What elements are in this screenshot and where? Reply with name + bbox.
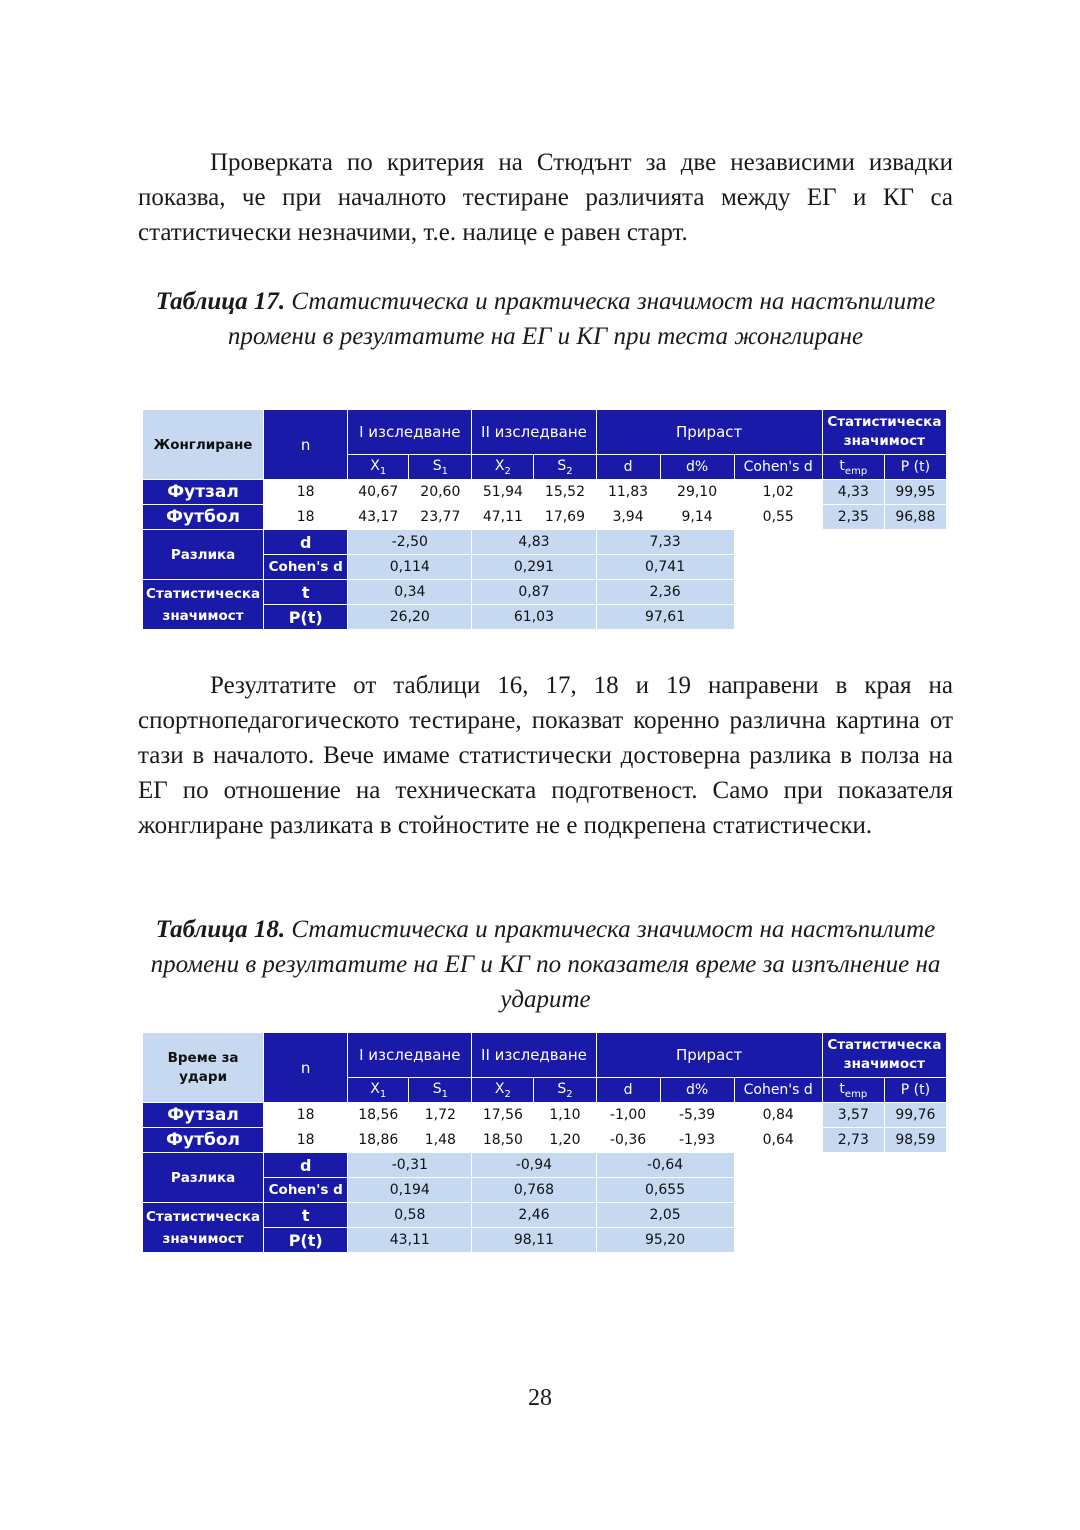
cell-p: 96,88 [884,505,946,530]
table18-significance-header: Статистическа значимост [822,1033,946,1078]
table18-s2-header: $S_2$ [534,1078,596,1103]
cell-cohen: 0,64 [734,1128,822,1153]
cell-t: 2,35 [822,505,884,530]
cell-x2: 47,11 [472,505,534,530]
cell-diff-cohen: 0,291 [472,555,596,580]
cell-s2: 15,52 [534,480,596,505]
cell-diff: -2,50 [348,530,472,555]
empty-cell [734,1203,946,1228]
paragraph-intro: Проверката по критерия на Стюдънт за две независими извадки показва, че при началното тестиране различията между ЕГ и КГ са статистически незначими, т.е. налице е равен старт. [138,149,953,246]
empty-cell [734,530,946,555]
diff-cohen-label: Cohen's d [264,1178,348,1203]
cell-diff: 4,83 [472,530,596,555]
cell-p: 99,95 [884,480,946,505]
table18-d-header: d [596,1078,660,1103]
table-row [143,530,947,555]
cell-t: 2,73 [822,1128,884,1153]
table18-n-header: n [264,1033,348,1103]
table-row [143,480,947,505]
cell-n: 18 [264,480,348,505]
table-row [143,580,947,605]
row-label-football: Футбол [143,505,264,530]
table18-caption-number: Таблица 18. [155,916,286,943]
table-row [143,1128,947,1153]
cell-diff-cohen: 0,768 [472,1178,596,1203]
table18-x2-header: $X_2$ [472,1078,534,1103]
paragraph-results: Резултатите от таблици 16, 17, 18 и 19 направени в края на спортнопедагогическото тестиране, показват коренно различна картина от тази в началото. Вече имаме статистически достоверна разлика в полза на ЕГ по отношение на техническата подготвеност. Само при показателя жонглиране разликата в стойностите не е подкрепена статистически. [138,672,953,839]
diff-group-label: Разлика [143,1153,264,1203]
table17-first-study-header: I изследване [348,410,472,455]
empty-cell [734,580,946,605]
cell-cohen: 0,55 [734,505,822,530]
diff-cohen-label: Cohen's d [264,555,348,580]
cell-x1: 18,86 [348,1128,409,1153]
cell-diff: -0,31 [348,1153,472,1178]
empty-cell [734,1153,946,1178]
page-number: 28 [528,1385,552,1411]
row-label-futsal: Футзал [143,1103,264,1128]
cell-sig-p: 97,61 [596,605,734,630]
cell-sig-p: 61,03 [472,605,596,630]
cell-sig-t: 2,05 [596,1203,734,1228]
cell-diff-cohen: 0,655 [596,1178,734,1203]
row-label-football: Футбол [143,1128,264,1153]
cell-sig-t: 2,36 [596,580,734,605]
table18-x1-header: $X_1$ [348,1078,409,1103]
table17-t-header: $t_{emp}$ [822,455,884,480]
sig-p-label: P(t) [264,605,348,630]
cell-x1: 40,67 [348,480,409,505]
sig-t-label: t [264,580,348,605]
table-row [143,605,947,630]
significance-group-label: Статистическа значимост [143,1203,264,1253]
table-row [143,1203,947,1228]
cell-dpct: -5,39 [660,1103,734,1128]
cell-diff: 7,33 [596,530,734,555]
table-row [143,1103,947,1128]
cell-s1: 1,72 [409,1103,472,1128]
table18-gain-header: Прираст [596,1033,822,1078]
table18-dpct-header: d% [660,1078,734,1103]
cell-p: 98,59 [884,1128,946,1153]
table18-first-study-header: I изследване [348,1033,472,1078]
table17-caption-text: Статистическа и практическа значимост на настъпилите промени в резултатите на ЕГ и КГ при теста жонглиране [227,288,936,350]
sig-p-label: P(t) [264,1228,348,1253]
table17-p-header: P (t) [884,455,946,480]
empty-cell [734,555,946,580]
table17-s2-header: $S_2$ [534,455,596,480]
table17-d-header: d [596,455,660,480]
cell-sig-p: 26,20 [348,605,472,630]
table17-gain-header: Прираст [596,410,822,455]
row-label-futsal: Футзал [143,480,264,505]
empty-cell [734,1228,946,1253]
cell-x2: 51,94 [472,480,534,505]
table17-dpct-header: d% [660,455,734,480]
cell-diff: -0,64 [596,1153,734,1178]
table18-s1-header: $S_1$ [409,1078,472,1103]
table-row [143,1228,947,1253]
cell-n: 18 [264,505,348,530]
cell-s1: 23,77 [409,505,472,530]
cell-sig-t: 2,46 [472,1203,596,1228]
cell-dpct: 9,14 [660,505,734,530]
table17-s1-header: $S_1$ [409,455,472,480]
table17-caption-number: Таблица 17. [155,288,286,315]
cell-dpct: -1,93 [660,1128,734,1153]
cell-p: 99,76 [884,1103,946,1128]
cell-s1: 20,60 [409,480,472,505]
table-row [143,555,947,580]
table18-t-header: $t_{emp}$ [822,1078,884,1103]
cell-x1: 43,17 [348,505,409,530]
table17-second-study-header: II изследване [472,410,596,455]
table18-caption-text: Статистическа и практическа значимост на настъпилите промени в резултатите на ЕГ и КГ по показателя време за изпълнение на ударите [150,916,941,1013]
cell-x2: 18,50 [472,1128,534,1153]
cell-t: 3,57 [822,1103,884,1128]
table17-cohen-header: Cohen's d [734,455,822,480]
table18-p-header: P (t) [884,1078,946,1103]
cell-d: 3,94 [596,505,660,530]
table18 [142,1032,947,1253]
table18-second-study-header: II изследване [472,1033,596,1078]
cell-s2: 1,10 [534,1103,596,1128]
table17-corner-header: Жонглиране [143,410,264,480]
cell-sig-t: 0,58 [348,1203,472,1228]
cell-n: 18 [264,1103,348,1128]
diff-d-label: d [264,530,348,555]
cell-s2: 17,69 [534,505,596,530]
table18-caption [138,912,953,1017]
cell-diff-cohen: 0,741 [596,555,734,580]
table18-cohen-header: Cohen's d [734,1078,822,1103]
cell-sig-p: 98,11 [472,1228,596,1253]
cell-n: 18 [264,1128,348,1153]
empty-cell [734,1178,946,1203]
table-row [143,1153,947,1178]
table17-n-header: n [264,410,348,480]
cell-t: 4,33 [822,480,884,505]
empty-cell [734,605,946,630]
table-row [143,1178,947,1203]
cell-x1: 18,56 [348,1103,409,1128]
table-row [143,505,947,530]
cell-sig-t: 0,34 [348,580,472,605]
table17-x2-header: $X_2$ [472,455,534,480]
table17-significance-header: Статистическа значимост [822,410,946,455]
significance-group-label: Статистическа значимост [143,580,264,630]
cell-cohen: 0,84 [734,1103,822,1128]
diff-d-label: d [264,1153,348,1178]
table17 [142,409,947,630]
cell-sig-p: 95,20 [596,1228,734,1253]
sig-t-label: t [264,1203,348,1228]
cell-sig-t: 0,87 [472,580,596,605]
cell-sig-p: 43,11 [348,1228,472,1253]
cell-dpct: 29,10 [660,480,734,505]
table17-caption [138,284,953,354]
cell-cohen: 1,02 [734,480,822,505]
cell-d: -0,36 [596,1128,660,1153]
table17-x1-header: $X_1$ [348,455,409,480]
diff-group-label: Разлика [143,530,264,580]
cell-s2: 1,20 [534,1128,596,1153]
table18-corner-header: Време за удари [143,1033,264,1103]
cell-diff-cohen: 0,114 [348,555,472,580]
cell-diff: -0,94 [472,1153,596,1178]
cell-s1: 1,48 [409,1128,472,1153]
cell-diff-cohen: 0,194 [348,1178,472,1203]
cell-d: 11,83 [596,480,660,505]
cell-x2: 17,56 [472,1103,534,1128]
cell-d: -1,00 [596,1103,660,1128]
